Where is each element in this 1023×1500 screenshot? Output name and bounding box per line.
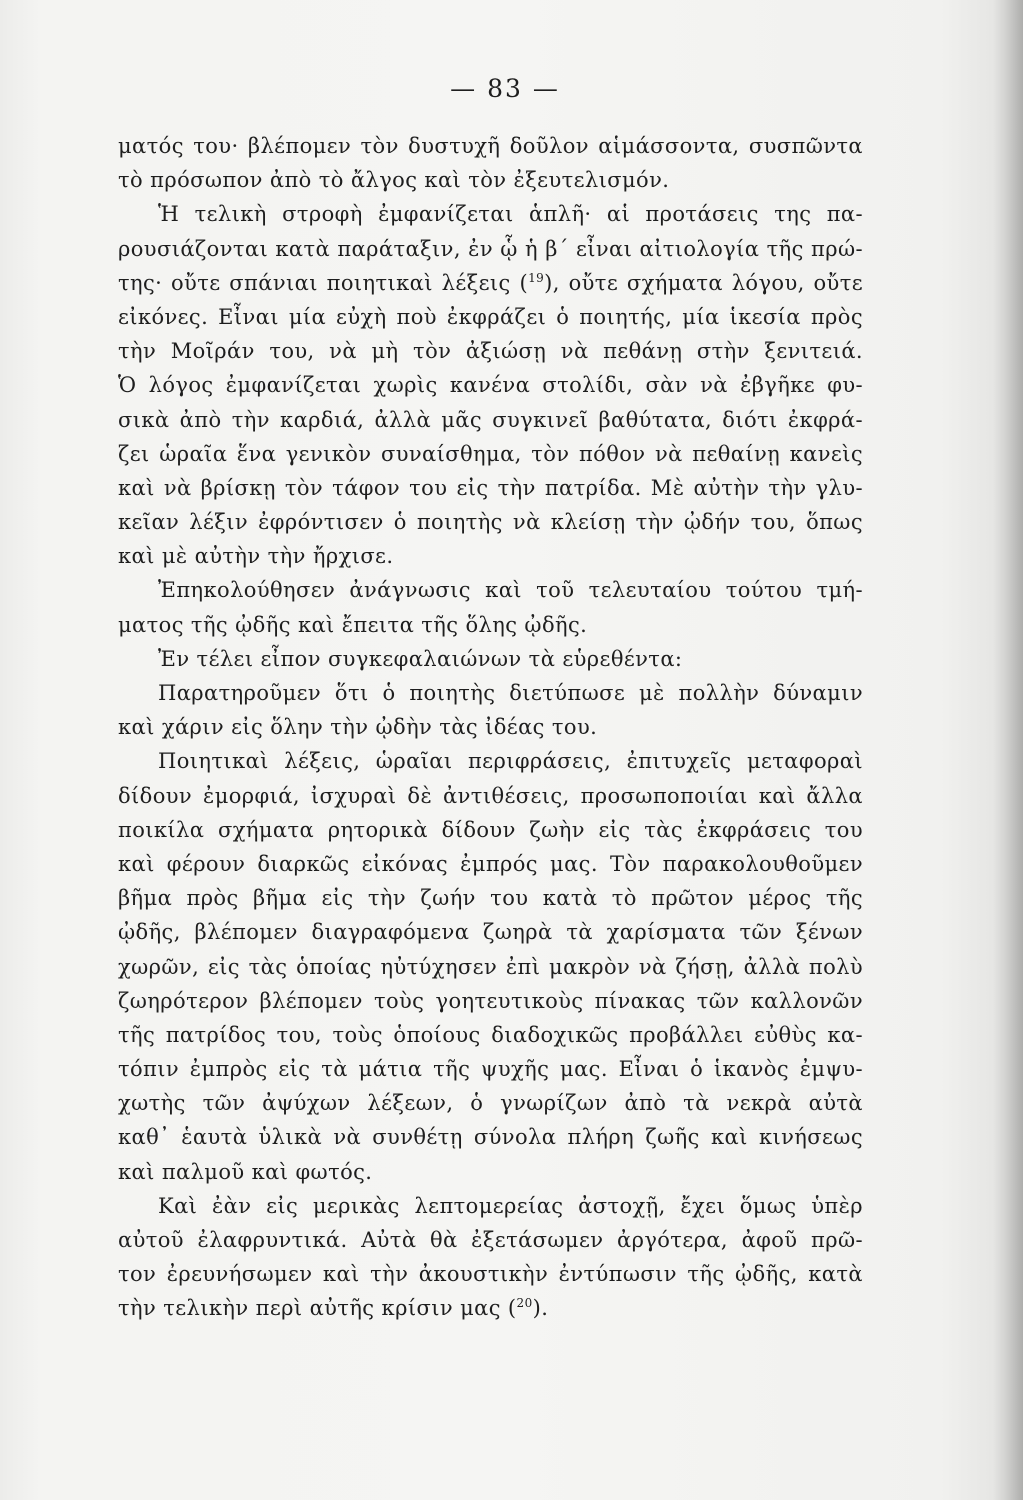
text-line: ματος τῆς ᾠδῆς καὶ ἔπειτα τῆς ὅλης ᾠδῆς. [118, 612, 588, 637]
text-line: δίδουν ἐμορφιά, ἰσχυραὶ δὲ ἀντιθέσεις, προσωποποιίαι καὶ ἄλλα [118, 783, 863, 808]
paragraph-start-line: Παρατηροῦμεν ὅτι ὁ ποιητὴς διετύπωσε μὲ πολλὴν δύναμιν [158, 681, 863, 705]
paragraph-start-line: Ἡ τελικὴ στροφὴ ἐμφανίζεται ἁπλῆ· αἱ προτάσεις της πα- [158, 202, 863, 227]
text-line: καὶ μὲ αὐτὴν τὴν ἤρχισε. [118, 544, 394, 569]
text-line: αὐτοῦ ἐλαφρυντικά. Αὐτὰ θὰ ἐξετάσωμεν ἀργότερα, ἀφοῦ πρῶ- [118, 1228, 863, 1252]
paragraph-start-line: Ποιητικαὶ λέξεις, ὡραῖαι περιφράσεις, ἐπιτυχεῖς μεταφοραὶ [158, 749, 863, 774]
text-line: τῆς πατρίδος του, τοὺς ὁποίους διαδοχικῶς προβάλλει εὐθὺς κα- [118, 1022, 863, 1047]
text-line: τόπιν ἐμπρὸς εἰς τὰ μάτια τῆς ψυχῆς μας. Εἶναι ὁ ἱκανὸς ἐμψυ- [118, 1057, 863, 1082]
text-line: ματός του· βλέπομεν τὸν δυστυχῆ δοῦλον αἱμάσσοντα, συσπῶντα [118, 134, 863, 158]
page-number: — 83 — [450, 74, 560, 103]
text-line: τον ἐρευνήσωμεν καὶ τὴν ἀκουστικὴν ἐντύπωσιν τῆς ᾠδῆς, κατὰ [118, 1262, 863, 1287]
text-line: ρουσιάζονται κατὰ παράταξιν, ἐν ᾧ ἡ β΄ εἶναι αἰτιολογία τῆς πρώ- [118, 236, 863, 261]
text-line: καὶ νὰ βρίσκῃ τὸν τάφον του εἰς τὴν πατρίδα. Μὲ αὐτὴν τὴν γλυ- [118, 475, 863, 500]
footnote-ref-19: 19 [528, 270, 545, 285]
text-segment: ), οὔτε σχήματα λόγου, οὔτε [544, 270, 863, 295]
paragraph-start-line: Ἐπηκολούθησεν ἀνάγνωσις καὶ τοῦ τελευταίου τούτου τμή- [158, 578, 863, 603]
text-segment: της· οὔτε σπάνιαι ποιητικαὶ λέξεις ( [118, 270, 529, 295]
text-line-with-footnote [118, 266, 863, 300]
text-line: ᾠδῆς, βλέπομεν διαγραφόμενα ζωηρὰ τὰ χαρίσματα τῶν ξένων [118, 920, 863, 945]
page-edge-shadow [993, 0, 1023, 1500]
text-segment: ). [532, 1296, 549, 1321]
text-line: τὸ πρόσωπον ἀπὸ τὸ ἄλγος καὶ τὸν ἐξευτελισμόν. [118, 168, 670, 193]
text-line: ποικίλα σχήματα ρητορικὰ δίδουν ζωὴν εἰς τὰς ἐκφράσεις του [118, 817, 863, 842]
text-line: καθ᾽ ἑαυτὰ ὑλικὰ νὰ συνθέτῃ σύνολα πλήρη ζωῆς καὶ κινήσεως [118, 1125, 863, 1150]
text-line: καὶ παλμοῦ καὶ φωτός. [118, 1159, 373, 1184]
text-line: ζει ὡραῖα ἕνα γενικὸν συναίσθημα, τὸν πόθον νὰ πεθαίνῃ κανεὶς [118, 441, 863, 466]
text-line: τὴν Μοῖράν του, νὰ μὴ τὸν ἀξιώσῃ νὰ πεθάνῃ στὴν ξενιτειά. [118, 339, 863, 364]
paragraph-start-line: Καὶ ἐὰν εἰς μερικὰς λεπτομερείας ἀστοχῇ, ἔχει ὅμως ὑπὲρ [158, 1193, 863, 1218]
text-line: καὶ φέρουν διαρκῶς εἰκόνας ἐμπρός μας. Τὸν παρακολουθοῦμεν [118, 851, 863, 876]
body-text [118, 129, 863, 1326]
text-line: σικὰ ἀπὸ τὴν καρδιά, ἀλλὰ μᾶς συγκινεῖ βαθύτατα, διότι ἐκφρά- [118, 407, 863, 432]
text-line-with-footnote [118, 1291, 863, 1325]
text-line: χωτὴς τῶν ἀψύχων λέξεων, ὁ γνωρίζων ἀπὸ τὰ νεκρὰ αὐτὰ [118, 1091, 863, 1116]
text-line: καὶ χάριν εἰς ὅλην τὴν ᾠδὴν τὰς ἰδέας του. [118, 715, 598, 740]
footnote-ref-20: 20 [516, 1296, 533, 1311]
text-line: εἰκόνες. Εἶναι μία εὐχὴ ποὺ ἐκφράζει ὁ ποιητής, μία ἱκεσία πρὸς [118, 304, 863, 329]
text-segment: τὴν τελικὴν περὶ αὐτῆς κρίσιν μας ( [118, 1296, 517, 1321]
text-line: Ὁ λόγος ἐμφανίζεται χωρὶς κανένα στολίδι, σὰν νὰ ἐβγῆκε φυ- [118, 373, 863, 398]
text-line: βῆμα πρὸς βῆμα εἰς τὴν ζωήν του κατὰ τὸ πρῶτον μέρος τῆς [118, 886, 863, 911]
text-line: χωρῶν, εἰς τὰς ὁποίας ηὐτύχησεν ἐπὶ μακρὸν νὰ ζήσῃ, ἀλλὰ πολὺ [118, 954, 863, 979]
paragraph-start-line: Ἐν τέλει εἶπον συγκεφαλαιώνων τὰ εὑρεθέντα: [158, 646, 683, 671]
text-line: ζωηρότερον βλέπομεν τοὺς γοητευτικοὺς πίνακας τῶν καλλονῶν [118, 988, 863, 1013]
text-line: κεῖαν λέξιν ἐφρόντισεν ὁ ποιητὴς νὰ κλείσῃ τὴν ᾠδήν του, ὅπως [118, 510, 863, 535]
